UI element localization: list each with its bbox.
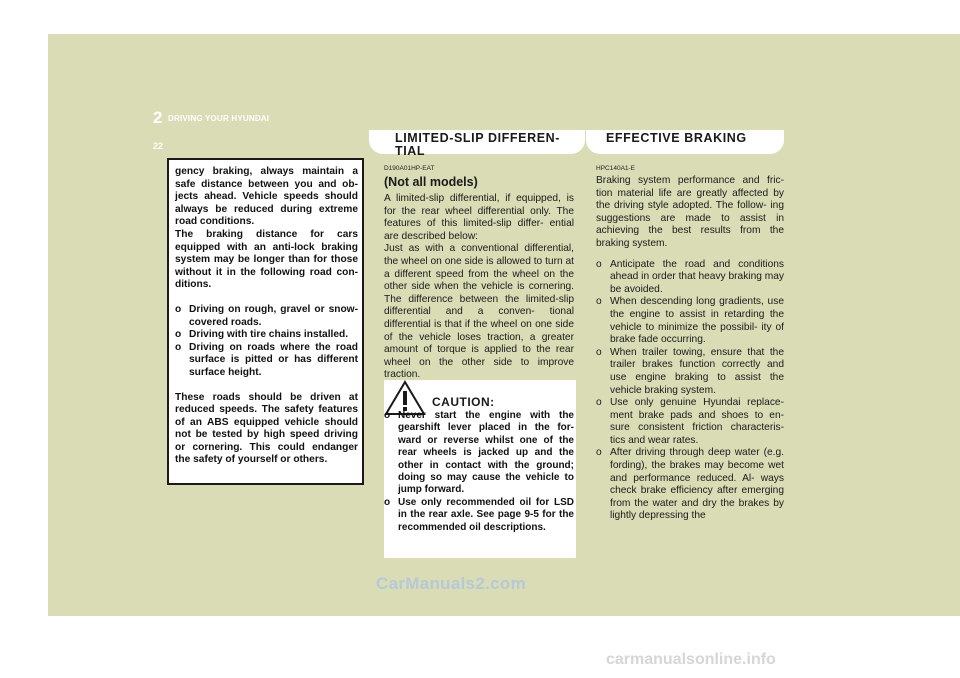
section-subheading: (Not all models) [384,175,478,189]
braking-intro: Braking system performance and fric- tion material life are greatly affected by the driving style adopted. The follow- ing suggestions are made to assist in achieving the best results from the braking system. [596,175,784,249]
road-conditions-list [175,304,358,380]
watermark-carmanualsonline: carmanualsonline.info [606,651,776,668]
warning-abs-note: The braking distance for cars equipped with an anti-lock braking system may be longer than for those without it in the following road con- ditions. [175,228,358,291]
lsd-paragraph-1: A limited-slip differential, if equipped, is for the rear wheel differential only. The features of this limited-slip differ- ential are described below: [384,193,574,242]
chapter-title: DRIVING YOUR HYUNDAI [168,114,270,123]
list-item: o Use only genuine Hyundai replace- ment brake pads and shoes to en- sure consistent friction characteris- tics and wear rates. [596,397,784,446]
lsd-paragraph-2: Just as with a conventional differential, the wheel on one side is allowed to turn at a different speed from the wheel on the other side when the vehicle is cornering. The difference between the limited-slip differential and a conven- tional differential is that if the wheel on one side of the vehicle loses traction, a greater amount of torque is applied to the rear wheel on the other side to improve traction. [384,243,574,381]
list-item: o When descending long gradients, use the engine to assist in retarding the vehicle to minimize the possibil- ity of brake fade occurring. [596,296,784,346]
warning-outro: These roads should be driven at reduced speeds. The safety features of an ABS equipped vehicle should not be tested by high speed driving or cornering. This could endanger the safety of yourself or others. [175,391,358,466]
warning-intro: gency braking, always maintain a safe distance between you and ob- jects ahead. Vehicle speeds should always be reduced during extreme road conditions. [175,166,358,228]
tab-limited-slip-line1: LIMITED-SLIP DIFFEREN- [395,131,561,145]
tab-limited-slip-label [395,132,560,158]
warning-box-text [175,166,358,467]
limited-slip-section [384,164,574,382]
list-item: o Driving on roads where the road surface is pitted or has different surface height. [175,341,358,378]
watermark-carmanuals2: CarManuals2.com [376,574,526,593]
list-item: o Use only recommended oil for LSD in the rear axle. See page 9-5 for the recommended oil descriptions. [384,496,574,533]
list-item: o After driving through deep water (e.g. fording), the brakes may become wet and performance reduced. Al- ways check brake efficiency after emerging from the water and dry the brakes by lightly depressing the [596,447,784,522]
caution-text [384,410,574,534]
chapter-number: 2 [153,108,163,127]
effective-braking-section [596,164,784,523]
braking-tips-list [596,259,784,523]
section-code: D190A01HP-EAT [384,165,435,172]
tab-effective-braking-label: EFFECTIVE BRAKING [606,131,747,145]
list-item: o When trailer towing, ensure that the trailer brakes function correctly and use engine braking to assist the vehicle braking system. [596,346,784,396]
list-item: o Never start the engine with the gearshift lever placed in the for- ward or reverse whilst one of the rear wheels is jacked up and the other in contact with the ground; doing so may cause the vehicle to jump forward. [384,410,574,496]
bottom-margin [0,616,960,678]
caution-box [384,380,576,558]
tab-limited-slip-line2: TIAL [395,144,426,158]
top-margin [0,0,960,32]
caution-title: CAUTION: [432,395,495,409]
list-item: o Driving with tire chains installed. [175,329,349,341]
section-code: HPC140A1-E [596,165,636,172]
list-item: o Driving on rough, gravel or snow- covered roads. [175,303,358,328]
page-number: 22 [153,141,164,151]
list-item: o Anticipate the road and conditions ahead in order that heavy braking may be avoided. [596,258,784,295]
